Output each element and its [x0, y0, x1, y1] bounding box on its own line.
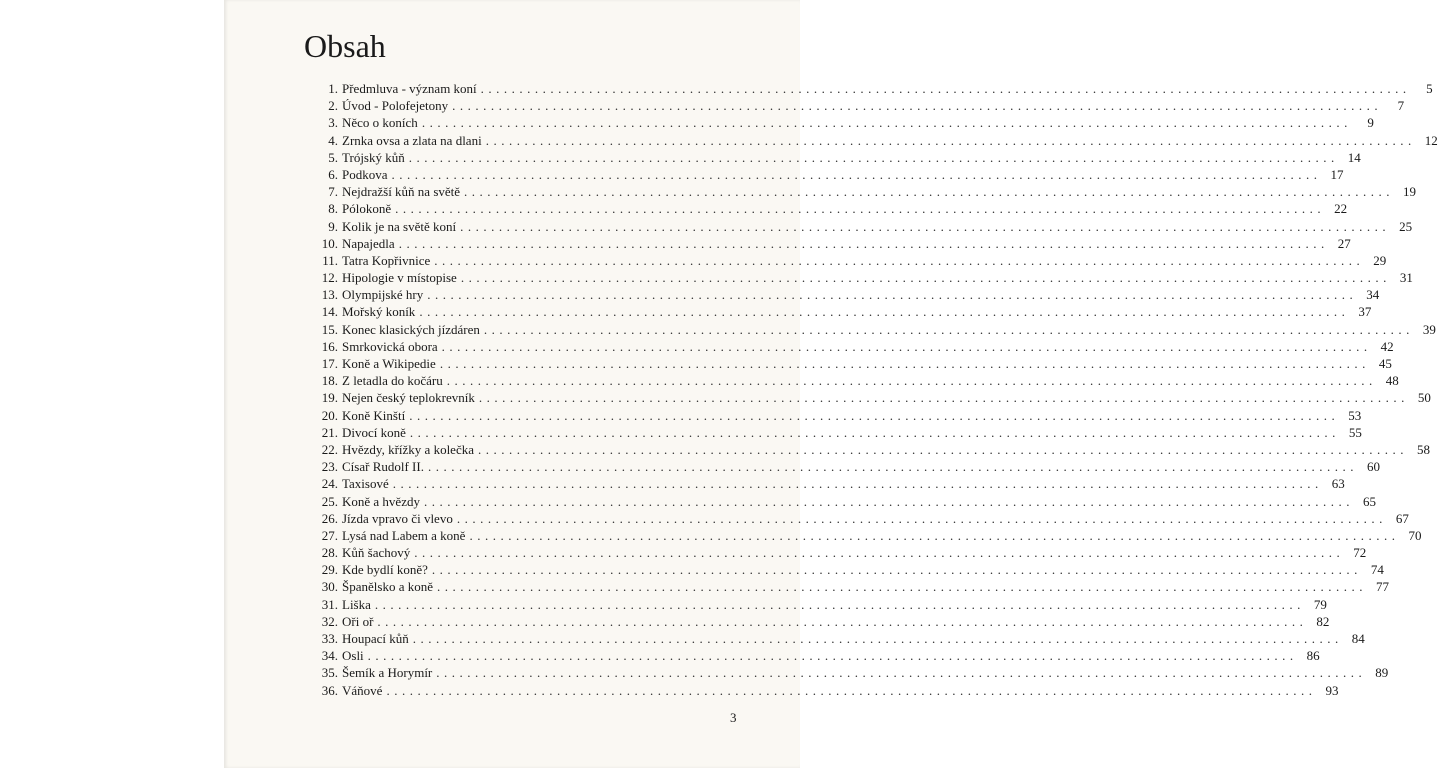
entry-title: Úvod - Polofejetony — [342, 98, 449, 114]
entry-number: 33. — [321, 631, 338, 646]
entry-title: Oři oř — [342, 613, 374, 629]
entry-title: Divocí koně — [342, 424, 406, 440]
entry-title: Jízda vpravo či vlevo — [342, 510, 453, 526]
dot-leader: ........................................................................................................................ — [441, 338, 1372, 354]
dot-leader: ........................................................................................................................ — [409, 424, 1340, 440]
entry-number: 18. — [321, 373, 338, 389]
toc-entry-28 — [304, 544, 1367, 561]
toc-entry-18 — [304, 372, 1399, 389]
entry-page-number: 45 — [1378, 356, 1392, 371]
entry-title: Taxisové — [342, 476, 389, 492]
toc-entry-1 — [304, 80, 1433, 97]
toc-entry-6 — [304, 166, 1344, 183]
entry-page-number: 5 — [1426, 81, 1433, 96]
entry-page-number: 37 — [1358, 304, 1372, 320]
entry-title: Koně a Wikipedie — [342, 356, 436, 371]
dot-leader: ........................................................................................................................ — [469, 527, 1400, 543]
dot-leader: ........................................................................................................................ — [439, 356, 1370, 371]
entry-title: Kůň šachový — [342, 545, 411, 561]
dot-leader: ........................................................................................................................ — [391, 166, 1322, 182]
dot-leader: ........................................................................................................................ — [395, 201, 1326, 217]
dot-leader: ........................................................................................................................ — [427, 287, 1358, 303]
entry-number: 36. — [321, 682, 338, 698]
entry-page-number: 70 — [1408, 527, 1422, 543]
toc-entry-30 — [304, 578, 1389, 595]
entry-page-number: 82 — [1316, 613, 1330, 629]
entry-number: 20. — [321, 407, 338, 423]
toc-entry-21 — [304, 424, 1362, 441]
toc-entry-36 — [304, 682, 1339, 699]
dot-leader: ........................................................................................................................ — [408, 149, 1339, 165]
entry-title: Koně a hvězdy — [342, 493, 420, 509]
page-folio: 3 — [730, 710, 737, 725]
entry-title: Váňové — [342, 682, 383, 698]
dot-leader: ........................................................................................................................ — [398, 235, 1329, 251]
toc-entry-25 — [304, 493, 1376, 510]
entry-title: Podkova — [342, 166, 388, 182]
entry-number: 25. — [321, 493, 338, 509]
toc-entry-20 — [304, 407, 1362, 424]
dot-leader: ........................................................................................................................ — [419, 304, 1350, 320]
entry-page-number: 60 — [1366, 459, 1380, 475]
entry-title: Mořský koník — [342, 304, 416, 320]
entry-title: Zrnka ovsa a zlata na dlani — [342, 132, 482, 148]
toc-entry-14 — [304, 303, 1372, 320]
dot-leader: ........................................................................................................................ — [414, 545, 1345, 561]
entry-title: Kolik je na světě koní — [342, 218, 457, 234]
entry-number: 4. — [328, 132, 338, 148]
entry-title: Císař Rudolf II. — [342, 459, 424, 475]
entry-title: Olympijské hry — [342, 287, 424, 303]
toc-entry-22 — [304, 441, 1430, 458]
dot-leader: ........................................................................................................................ — [423, 493, 1354, 509]
toc-entry-8 — [304, 200, 1348, 217]
entry-number: 13. — [321, 287, 338, 303]
dot-leader: ........................................................................................................................ — [436, 665, 1367, 681]
toc-entry-33 — [304, 630, 1365, 647]
entry-page-number: 31 — [1399, 270, 1413, 286]
dot-leader: ........................................................................................................................ — [434, 252, 1365, 268]
dot-leader: ........................................................................................................................ — [367, 648, 1298, 664]
dot-leader: ........................................................................................................................ — [436, 579, 1367, 595]
toc-entry-2 — [304, 97, 1405, 114]
entry-number: 12. — [321, 270, 338, 286]
entry-page-number: 14 — [1347, 149, 1361, 165]
entry-page-number: 12 — [1424, 132, 1438, 148]
entry-title: Něco o koních — [342, 115, 418, 131]
entry-number: 24. — [321, 476, 338, 492]
entry-title: Nejdražší kůň na světě — [342, 184, 461, 200]
dot-leader: ........................................................................................................................ — [392, 476, 1323, 492]
toc-entry-3 — [304, 114, 1374, 131]
toc-entry-17 — [304, 355, 1392, 372]
entry-number: 34. — [321, 648, 338, 664]
toc-entry-15 — [304, 321, 1436, 338]
entry-page-number: 39 — [1422, 321, 1436, 337]
entry-number: 1. — [328, 81, 338, 96]
entry-title: Z letadla do kočáru — [342, 373, 443, 389]
entry-title: Pólokoně — [342, 201, 392, 217]
toc-entry-4 — [304, 132, 1438, 149]
dot-leader: ........................................................................................................................ — [464, 184, 1395, 200]
entry-title: Liška — [342, 596, 371, 612]
dot-leader: ........................................................................................................................ — [377, 613, 1308, 629]
entry-page-number: 84 — [1351, 631, 1365, 646]
entry-number: 8. — [328, 201, 338, 217]
entry-page-number: 42 — [1380, 338, 1394, 354]
entry-page-number: 34 — [1366, 287, 1380, 303]
entry-number: 26. — [321, 510, 338, 526]
entry-page-number: 29 — [1373, 252, 1387, 268]
entry-page-number: 58 — [1417, 441, 1430, 457]
entry-title: Hipologie v místopise — [342, 270, 457, 286]
table-of-contents — [304, 80, 1438, 699]
entry-page-number: 53 — [1348, 407, 1362, 423]
entry-page-number: 79 — [1313, 596, 1327, 612]
entry-page-number: 77 — [1375, 579, 1389, 595]
entry-page-number: 55 — [1348, 424, 1362, 440]
entry-title: Konec klasických jízdáren — [342, 321, 480, 337]
dot-leader: ........................................................................................................................ — [480, 81, 1411, 96]
toc-entry-35 — [304, 664, 1389, 681]
entry-title: Koně Kinští — [342, 407, 406, 423]
entry-title: Osli — [342, 648, 364, 664]
entry-page-number: 72 — [1353, 545, 1367, 561]
entry-number: 22. — [321, 441, 338, 457]
toc-entry-7 — [304, 183, 1417, 200]
entry-number: 3. — [328, 115, 338, 131]
dot-leader: ........................................................................................................................ — [485, 132, 1416, 148]
entry-number: 11. — [322, 252, 338, 268]
entry-number: 30. — [321, 579, 338, 595]
entry-page-number: 9 — [1367, 115, 1374, 131]
entry-number: 27. — [321, 527, 338, 543]
dot-leader: ........................................................................................................................ — [460, 270, 1391, 286]
entry-number: 19. — [321, 390, 338, 406]
entry-page-number: 25 — [1399, 218, 1413, 234]
entry-number: 14. — [321, 304, 338, 320]
entry-page-number: 89 — [1375, 665, 1389, 681]
dot-leader: ........................................................................................................................ — [483, 321, 1414, 337]
entry-title: Tatra Kopřivnice — [342, 252, 431, 268]
dot-leader: ........................................................................................................................ — [374, 596, 1305, 612]
entry-title: Houpací kůň — [342, 631, 409, 646]
toc-entry-19 — [304, 389, 1431, 406]
entry-page-number: 74 — [1370, 562, 1384, 578]
entry-title: Španělsko a koně — [342, 579, 433, 595]
dot-leader: ........................................................................................................................ — [456, 510, 1387, 526]
dot-leader: ........................................................................................................................ — [431, 562, 1362, 578]
toc-entry-23 — [304, 458, 1380, 475]
entry-page-number: 50 — [1417, 390, 1431, 406]
page-title: Obsah — [304, 28, 386, 64]
book-page — [224, 0, 1438, 768]
entry-number: 23. — [321, 459, 338, 475]
dot-leader: ........................................................................................................................ — [409, 407, 1340, 423]
entry-title: Nejen český teplokrevník — [342, 390, 475, 406]
entry-number: 6. — [328, 166, 338, 182]
entry-number: 29. — [321, 562, 338, 578]
entry-title: Kde bydlí koně? — [342, 562, 428, 578]
toc-entry-5 — [304, 149, 1361, 166]
entry-title: Trójský kůň — [342, 149, 405, 165]
toc-entry-26 — [304, 510, 1409, 527]
toc-entry-13 — [304, 286, 1380, 303]
dot-leader: ........................................................................................................................ — [446, 373, 1377, 389]
dot-leader: ........................................................................................................................ — [386, 682, 1317, 698]
entry-page-number: 19 — [1403, 184, 1417, 200]
entry-number: 16. — [321, 338, 338, 354]
entry-page-number: 27 — [1337, 235, 1351, 251]
dot-leader: ........................................................................................................................ — [460, 218, 1391, 234]
entry-page-number: 17 — [1330, 166, 1344, 182]
entry-title: Hvězdy, křížky a kolečka — [342, 441, 474, 457]
entry-page-number: 86 — [1306, 648, 1320, 664]
toc-entry-27 — [304, 527, 1422, 544]
toc-entry-16 — [304, 338, 1394, 355]
dot-leader: ........................................................................................................................ — [452, 98, 1383, 114]
entry-title: Lysá nad Labem a koně — [342, 527, 466, 543]
entry-page-number: 65 — [1362, 493, 1376, 509]
toc-entry-11 — [304, 252, 1387, 269]
entry-page-number: 7 — [1397, 98, 1405, 114]
entry-number: 28. — [321, 545, 338, 561]
entry-page-number: 63 — [1331, 476, 1345, 492]
entry-number: 9. — [328, 218, 338, 234]
toc-entry-9 — [304, 218, 1413, 235]
entry-number: 2. — [328, 98, 338, 114]
entry-number: 17. — [321, 356, 338, 371]
toc-entry-12 — [304, 269, 1413, 286]
entry-title: Smrkovická obora — [342, 338, 438, 354]
entry-number: 35. — [321, 665, 338, 681]
entry-title: Šemík a Horymír — [342, 665, 433, 681]
entry-page-number: 22 — [1334, 201, 1348, 217]
dot-leader: ........................................................................................................................ — [421, 115, 1352, 131]
entry-title: Napajedla — [342, 235, 395, 251]
toc-entry-32 — [304, 613, 1330, 630]
dot-leader: ........................................................................................................................ — [427, 459, 1358, 475]
dot-leader: ........................................................................................................................ — [412, 631, 1343, 646]
entry-number: 7. — [328, 184, 338, 200]
entry-number: 15. — [321, 321, 338, 337]
entry-number: 10. — [321, 235, 338, 251]
entry-number: 21. — [321, 424, 338, 440]
entry-page-number: 48 — [1385, 373, 1399, 389]
entry-number: 32. — [321, 613, 338, 629]
toc-entry-34 — [304, 647, 1320, 664]
entry-number: 31. — [321, 596, 338, 612]
dot-leader: ........................................................................................................................ — [478, 441, 1408, 457]
entry-title: Předmluva - význam koní — [342, 81, 477, 96]
toc-entry-24 — [304, 475, 1345, 492]
entry-page-number: 67 — [1395, 510, 1409, 526]
entry-page-number: 93 — [1325, 682, 1339, 698]
dot-leader: ........................................................................................................................ — [478, 390, 1409, 406]
toc-entry-29 — [304, 561, 1384, 578]
toc-entry-31 — [304, 596, 1327, 613]
entry-number: 5. — [328, 149, 338, 165]
toc-entry-10 — [304, 235, 1351, 252]
